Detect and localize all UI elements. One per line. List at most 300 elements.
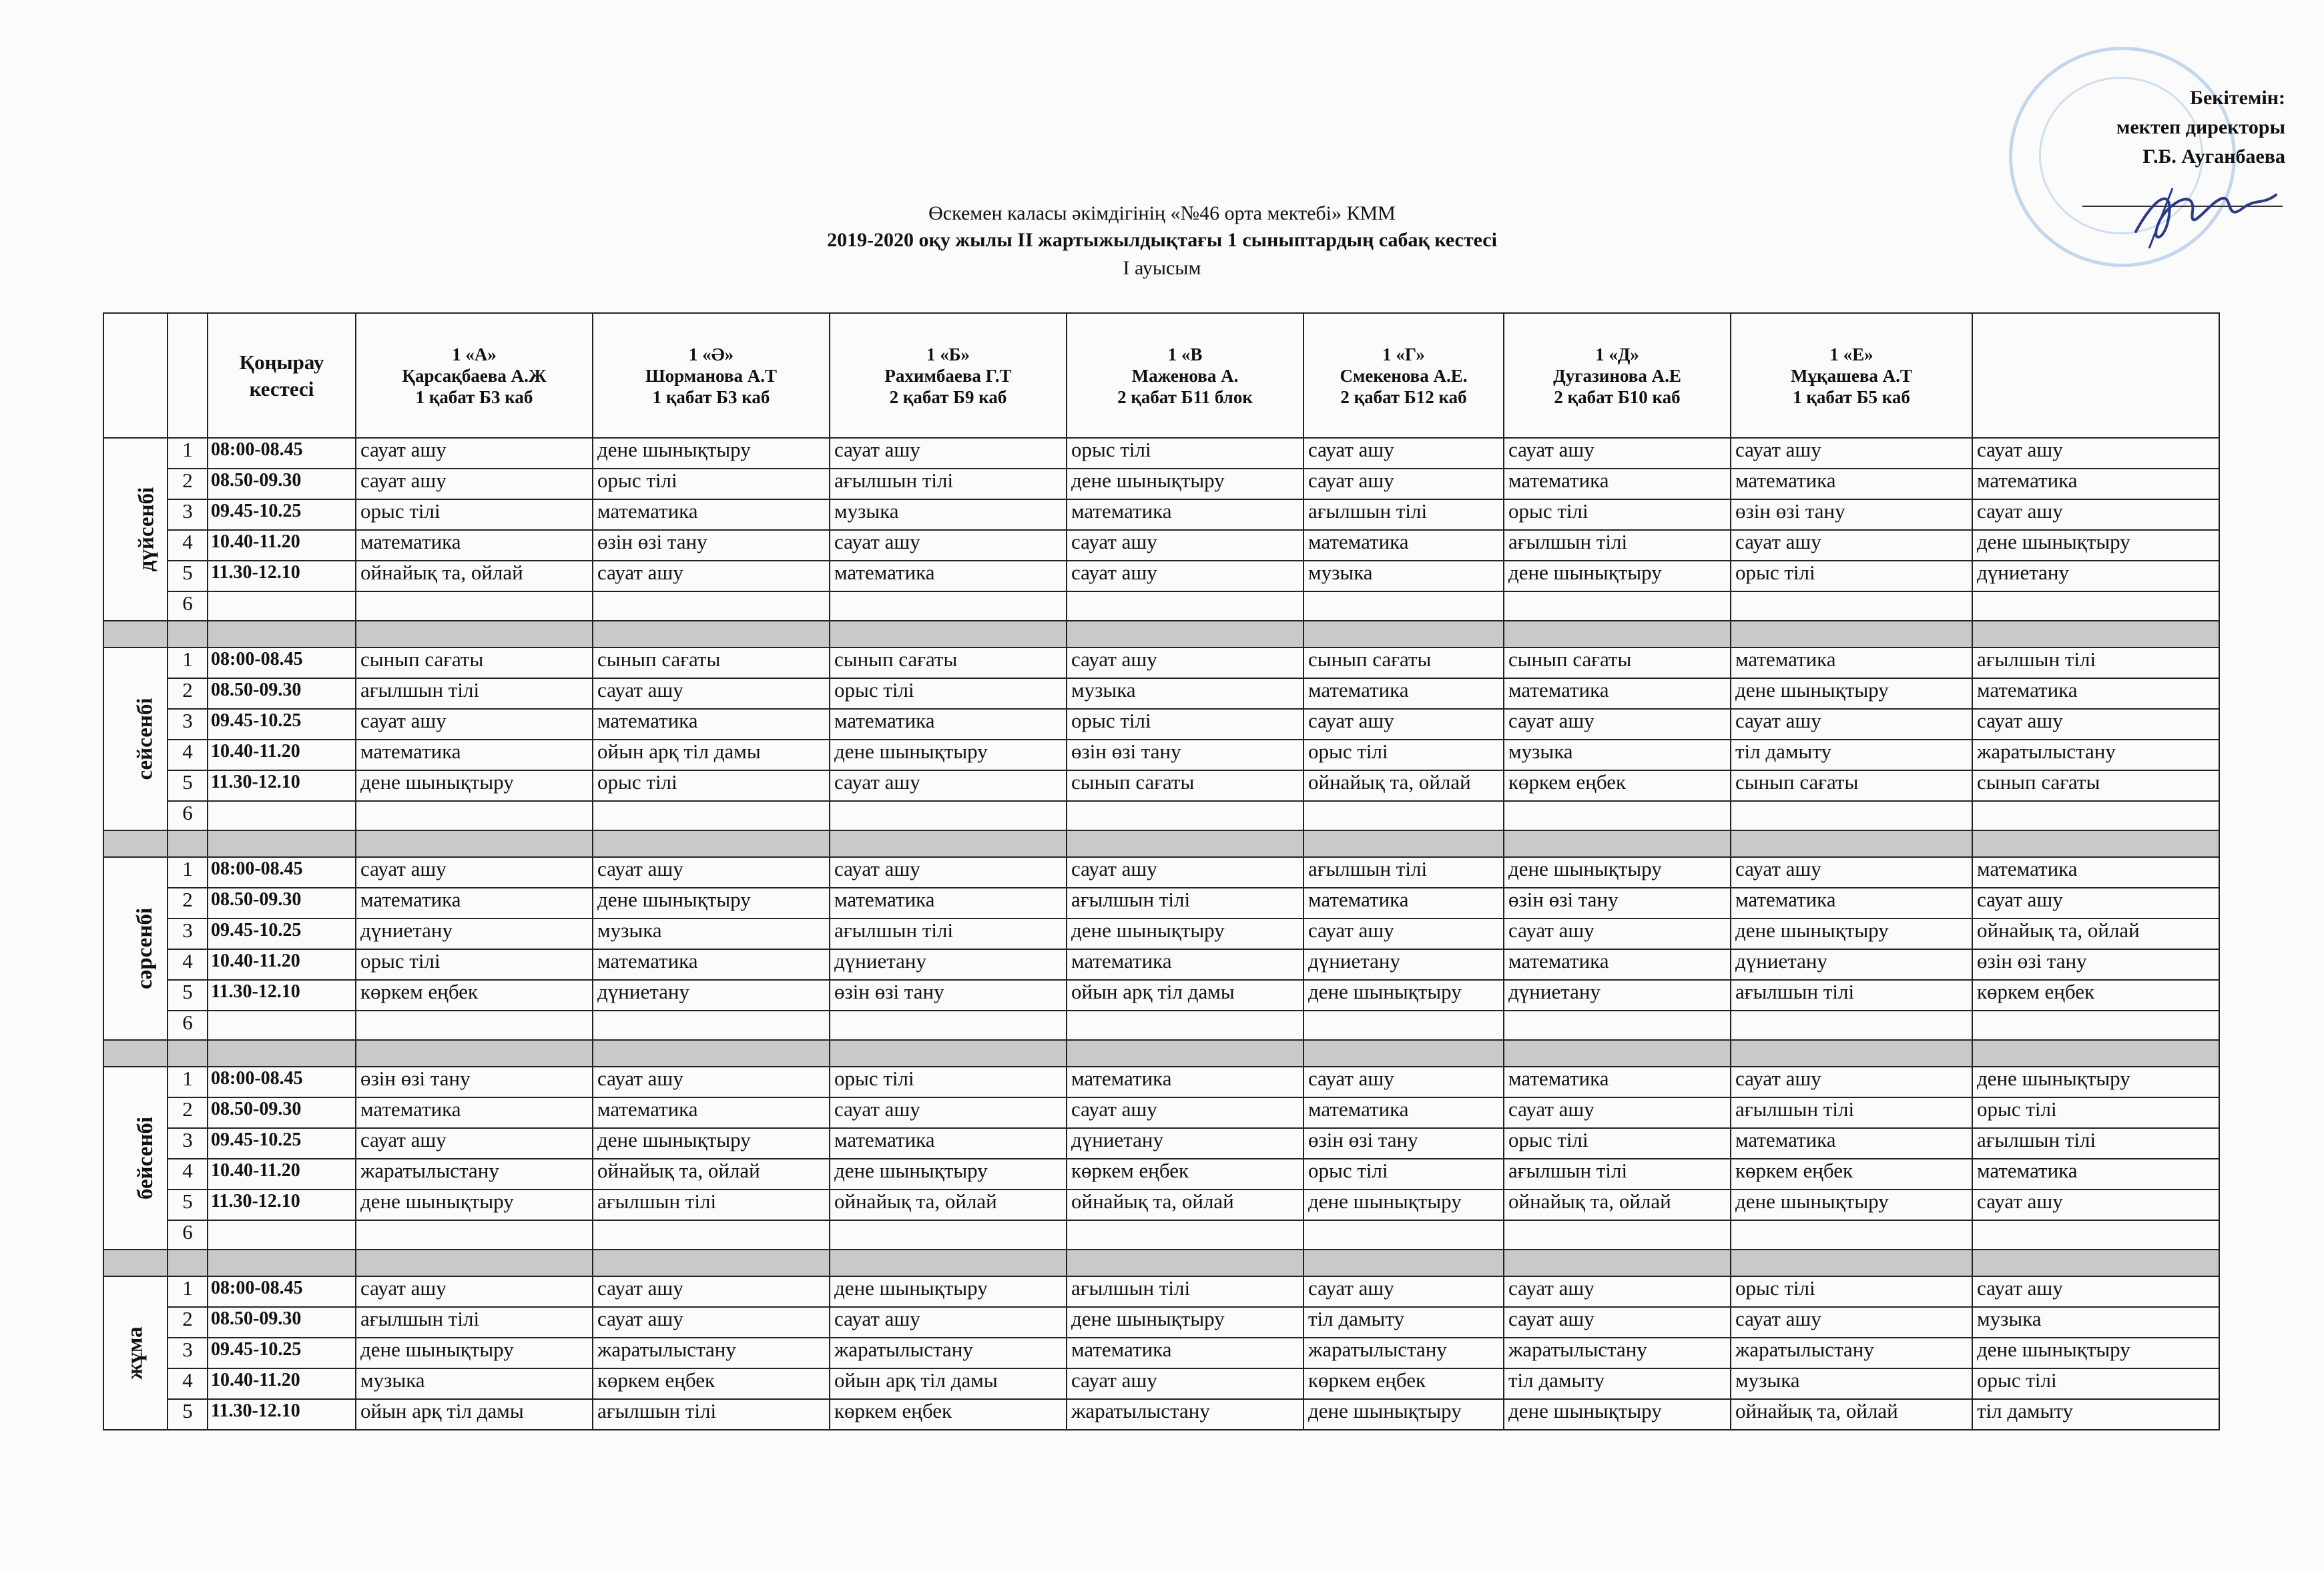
- subject-cell: [1504, 1011, 1731, 1040]
- subject-cell: көркем еңбек: [356, 980, 593, 1011]
- subject-cell: ағылшын тілі: [593, 1190, 830, 1220]
- subject-cell: математика: [1303, 1097, 1504, 1128]
- subject-cell: [1972, 1011, 2219, 1040]
- lesson-row: [103, 919, 2219, 949]
- subject-cell: көркем еңбек: [1972, 980, 2219, 1011]
- subject-cell: ағылшын тілі: [1972, 647, 2219, 678]
- lesson-row: [103, 1276, 2219, 1307]
- lesson-row: [103, 1190, 2219, 1220]
- subject-cell: дене шынықтыру: [1303, 1399, 1504, 1430]
- subject-cell: сауат ашу: [1972, 709, 2219, 740]
- subject-cell: сауат ашу: [356, 469, 593, 499]
- lesson-time: 09.45-10.25: [208, 919, 356, 949]
- subject-cell: [1504, 591, 1731, 621]
- subject-cell: сауат ашу: [830, 1097, 1067, 1128]
- subject-cell: сауат ашу: [1731, 709, 1972, 740]
- subject-cell: дене шынықтыру: [593, 438, 830, 469]
- class-header: 1 «А» Қарсақбаева А.Ж 1 қабат Б3 каб: [356, 313, 593, 438]
- subject-cell: сауат ашу: [1731, 1067, 1972, 1097]
- subject-cell: дене шынықтыру: [1504, 561, 1731, 591]
- subject-cell: математика: [1303, 530, 1504, 561]
- subject-cell: [830, 1011, 1067, 1040]
- subject-cell: өзін өзі тану: [593, 530, 830, 561]
- subject-cell: дене шынықтыру: [1972, 1067, 2219, 1097]
- subject-cell: сауат ашу: [1972, 1276, 2219, 1307]
- subject-cell: сауат ашу: [1504, 919, 1731, 949]
- lesson-time: [208, 801, 356, 830]
- header-day-cell: [103, 313, 168, 438]
- lesson-time: [208, 1011, 356, 1040]
- lesson-time: 09.45-10.25: [208, 1338, 356, 1368]
- lesson-row: [103, 949, 2219, 980]
- subject-cell: ағылшын тілі: [593, 1399, 830, 1430]
- separator-cell: [1067, 1250, 1303, 1276]
- approval-block: [2116, 83, 2285, 172]
- subject-cell: [356, 801, 593, 830]
- separator-cell: [208, 1250, 356, 1276]
- lesson-number: 1: [168, 438, 208, 469]
- lesson-number: 2: [168, 1307, 208, 1338]
- subject-cell: ағылшын тілі: [1972, 1128, 2219, 1159]
- separator-cell: [103, 621, 168, 647]
- separator-cell: [593, 830, 830, 857]
- subject-cell: өзін өзі тану: [830, 980, 1067, 1011]
- subject-cell: сынып сағаты: [830, 647, 1067, 678]
- separator-cell: [593, 621, 830, 647]
- lesson-time: 10.40-11.20: [208, 1368, 356, 1399]
- subject-cell: дене шынықтыру: [593, 1128, 830, 1159]
- subject-cell: ойнайық та, ойлай: [1731, 1399, 1972, 1430]
- subject-cell: [1504, 801, 1731, 830]
- day-cell: [103, 1067, 168, 1250]
- separator-cell: [1303, 621, 1504, 647]
- subject-cell: ойнайық та, ойлай: [356, 561, 593, 591]
- subject-cell: сынып сағаты: [1972, 770, 2219, 801]
- subject-cell: сауат ашу: [1972, 438, 2219, 469]
- subject-cell: сауат ашу: [1731, 1307, 1972, 1338]
- subject-cell: математика: [593, 709, 830, 740]
- subject-cell: тіл дамыту: [1303, 1307, 1504, 1338]
- subject-cell: ойнайық та, ойлай: [1972, 919, 2219, 949]
- lesson-time: 08.50-09.30: [208, 1097, 356, 1128]
- separator-cell: [168, 830, 208, 857]
- lesson-number: 2: [168, 1097, 208, 1128]
- subject-cell: [830, 1220, 1067, 1250]
- subject-cell: сауат ашу: [1067, 857, 1303, 888]
- subject-cell: сынып сағаты: [1504, 647, 1731, 678]
- lesson-number: 4: [168, 1159, 208, 1190]
- day-cell: [103, 438, 168, 621]
- subject-cell: ағылшын тілі: [1504, 530, 1731, 561]
- subject-cell: сауат ашу: [1972, 1190, 2219, 1220]
- lesson-row: [103, 561, 2219, 591]
- lesson-time: 08:00-08.45: [208, 647, 356, 678]
- subject-cell: ойнайық та, ойлай: [593, 1159, 830, 1190]
- header-number-cell: [168, 313, 208, 438]
- subject-cell: өзін өзі тану: [1504, 888, 1731, 919]
- day-separator-row: [103, 830, 2219, 857]
- subject-cell: [830, 801, 1067, 830]
- subject-cell: жаратылыстану: [593, 1338, 830, 1368]
- subject-cell: сауат ашу: [1067, 561, 1303, 591]
- lesson-row: [103, 1338, 2219, 1368]
- lesson-row: [103, 770, 2219, 801]
- separator-cell: [1303, 1250, 1504, 1276]
- subject-cell: [1972, 801, 2219, 830]
- subject-cell: музыка: [830, 499, 1067, 530]
- lesson-time: 11.30-12.10: [208, 770, 356, 801]
- bell-schedule-header: Қоңырау кестесі: [208, 313, 356, 438]
- subject-cell: математика: [1972, 1159, 2219, 1190]
- subject-cell: сынып сағаты: [1067, 770, 1303, 801]
- subject-cell: музыка: [1504, 740, 1731, 770]
- separator-cell: [103, 1250, 168, 1276]
- subject-cell: орыс тілі: [1504, 1128, 1731, 1159]
- lesson-number: 1: [168, 857, 208, 888]
- subject-cell: көркем еңбек: [1303, 1368, 1504, 1399]
- lesson-number: 6: [168, 801, 208, 830]
- lesson-number: 4: [168, 1368, 208, 1399]
- lesson-number: 2: [168, 678, 208, 709]
- subject-cell: өзін өзі тану: [1067, 740, 1303, 770]
- lesson-number: 6: [168, 591, 208, 621]
- separator-cell: [103, 1040, 168, 1067]
- subject-cell: дүниетану: [593, 980, 830, 1011]
- lesson-time: 11.30-12.10: [208, 1190, 356, 1220]
- subject-cell: жаратылыстану: [1504, 1338, 1731, 1368]
- subject-cell: математика: [1067, 1067, 1303, 1097]
- day-name: жұма: [123, 1326, 148, 1380]
- subject-cell: [1731, 591, 1972, 621]
- subject-cell: сауат ашу: [1303, 709, 1504, 740]
- subject-cell: сауат ашу: [593, 561, 830, 591]
- subject-cell: сауат ашу: [1504, 709, 1731, 740]
- day-cell: [103, 647, 168, 830]
- separator-cell: [208, 830, 356, 857]
- subject-cell: [1504, 1220, 1731, 1250]
- subject-cell: ағылшын тілі: [1067, 1276, 1303, 1307]
- subject-cell: [593, 1220, 830, 1250]
- subject-cell: сынып сағаты: [1303, 647, 1504, 678]
- subject-cell: математика: [356, 530, 593, 561]
- subject-cell: орыс тілі: [830, 678, 1067, 709]
- subject-cell: математика: [1972, 857, 2219, 888]
- subject-cell: математика: [1303, 678, 1504, 709]
- subject-cell: математика: [1303, 888, 1504, 919]
- subject-cell: музыка: [1731, 1368, 1972, 1399]
- lesson-row: [103, 1097, 2219, 1128]
- separator-cell: [356, 621, 593, 647]
- subject-cell: жаратылыстану: [1731, 1338, 1972, 1368]
- lesson-number: 3: [168, 1338, 208, 1368]
- lesson-number: 5: [168, 1399, 208, 1430]
- subject-cell: сауат ашу: [356, 1128, 593, 1159]
- lesson-number: 6: [168, 1011, 208, 1040]
- subject-cell: [1303, 801, 1504, 830]
- approval-director-name: Г.Б. Ауганбаева: [2142, 146, 2285, 168]
- separator-cell: [168, 621, 208, 647]
- subject-cell: дене шынықтыру: [1972, 1338, 2219, 1368]
- subject-cell: орыс тілі: [593, 770, 830, 801]
- subject-cell: сауат ашу: [593, 678, 830, 709]
- subject-cell: орыс тілі: [1972, 1097, 2219, 1128]
- subject-cell: [1303, 1220, 1504, 1250]
- subject-cell: ағылшын тілі: [356, 1307, 593, 1338]
- subject-cell: сауат ашу: [830, 1307, 1067, 1338]
- subject-cell: сауат ашу: [1972, 888, 2219, 919]
- subject-cell: сауат ашу: [1303, 919, 1504, 949]
- subject-cell: сауат ашу: [1731, 857, 1972, 888]
- separator-cell: [168, 1250, 208, 1276]
- subject-cell: математика: [593, 1097, 830, 1128]
- subject-cell: математика: [1972, 678, 2219, 709]
- separator-cell: [830, 1040, 1067, 1067]
- lesson-row: [103, 1159, 2219, 1190]
- subject-cell: дене шынықтыру: [1303, 980, 1504, 1011]
- subject-cell: сауат ашу: [830, 530, 1067, 561]
- subject-cell: өзін өзі тану: [1303, 1128, 1504, 1159]
- separator-cell: [593, 1250, 830, 1276]
- subject-cell: ойнайық та, ойлай: [1303, 770, 1504, 801]
- lesson-number: 2: [168, 888, 208, 919]
- day-separator-row: [103, 621, 2219, 647]
- subject-cell: сауат ашу: [1067, 647, 1303, 678]
- subject-cell: орыс тілі: [1067, 709, 1303, 740]
- subject-cell: [356, 1011, 593, 1040]
- lesson-row: [103, 709, 2219, 740]
- subject-cell: ағылшын тілі: [1303, 857, 1504, 888]
- subject-cell: дене шынықтыру: [830, 1276, 1067, 1307]
- subject-cell: [593, 1011, 830, 1040]
- subject-cell: өзін өзі тану: [356, 1067, 593, 1097]
- subject-cell: математика: [1504, 469, 1731, 499]
- subject-cell: сауат ашу: [593, 1067, 830, 1097]
- subject-cell: дене шынықтыру: [1731, 678, 1972, 709]
- subject-cell: математика: [1731, 1128, 1972, 1159]
- separator-cell: [1972, 1250, 2219, 1276]
- subject-cell: музыка: [1303, 561, 1504, 591]
- subject-cell: сауат ашу: [1972, 499, 2219, 530]
- separator-cell: [830, 1250, 1067, 1276]
- subject-cell: ойын арқ тіл дамы: [830, 1368, 1067, 1399]
- class-header: 1 «Б» Рахимбаева Г.Т 2 қабат Б9 каб: [830, 313, 1067, 438]
- lesson-row: [103, 499, 2219, 530]
- lesson-row: [103, 801, 2219, 830]
- subject-cell: [1067, 801, 1303, 830]
- subject-cell: сауат ашу: [356, 1276, 593, 1307]
- subject-cell: сауат ашу: [830, 857, 1067, 888]
- subject-cell: орыс тілі: [1303, 740, 1504, 770]
- subject-cell: [1067, 1220, 1303, 1250]
- separator-cell: [593, 1040, 830, 1067]
- lesson-number: 1: [168, 647, 208, 678]
- subject-cell: дүниетану: [830, 949, 1067, 980]
- day-cell: [103, 1276, 168, 1430]
- lesson-number: 3: [168, 1128, 208, 1159]
- lesson-row: [103, 980, 2219, 1011]
- class-header: 1 «Е» Мұқашева А.Т 1 қабат Б5 каб: [1731, 313, 1972, 438]
- subject-cell: ойнайық та, ойлай: [830, 1190, 1067, 1220]
- separator-cell: [830, 621, 1067, 647]
- subject-cell: орыс тілі: [356, 949, 593, 980]
- subject-cell: математика: [356, 740, 593, 770]
- subject-cell: [1303, 1011, 1504, 1040]
- separator-cell: [356, 1040, 593, 1067]
- subject-cell: жаратылыстану: [1303, 1338, 1504, 1368]
- shift-label: І ауысым: [1123, 257, 1201, 279]
- header-row: [103, 313, 2219, 438]
- subject-cell: дене шынықтыру: [1303, 1190, 1504, 1220]
- lesson-number: 1: [168, 1276, 208, 1307]
- day-separator-row: [103, 1250, 2219, 1276]
- lesson-row: [103, 678, 2219, 709]
- subject-cell: математика: [1731, 469, 1972, 499]
- subject-cell: дене шынықтыру: [1731, 1190, 1972, 1220]
- subject-cell: [1972, 591, 2219, 621]
- subject-cell: дене шынықтыру: [356, 1190, 593, 1220]
- subject-cell: дене шынықтыру: [830, 1159, 1067, 1190]
- subject-cell: орыс тілі: [830, 1067, 1067, 1097]
- lesson-number: 6: [168, 1220, 208, 1250]
- separator-cell: [1303, 1040, 1504, 1067]
- subject-cell: сауат ашу: [1303, 1276, 1504, 1307]
- subject-cell: сынып сағаты: [356, 647, 593, 678]
- approval-position: мектеп директоры: [2116, 116, 2285, 138]
- subject-cell: дене шынықтыру: [1067, 919, 1303, 949]
- subject-cell: орыс тілі: [593, 469, 830, 499]
- lesson-time: 09.45-10.25: [208, 499, 356, 530]
- subject-cell: сауат ашу: [1067, 1097, 1303, 1128]
- subject-cell: дүниетану: [356, 919, 593, 949]
- subject-cell: орыс тілі: [1067, 438, 1303, 469]
- separator-cell: [356, 830, 593, 857]
- schedule-title: 2019-2020 оқу жылы ІІ жартыжылдықтағы 1 сыныптардың сабақ кестесі: [827, 229, 1497, 251]
- subject-cell: көркем еңбек: [1067, 1159, 1303, 1190]
- subject-cell: тіл дамыту: [1504, 1368, 1731, 1399]
- subject-cell: сауат ашу: [356, 709, 593, 740]
- subject-cell: орыс тілі: [1972, 1368, 2219, 1399]
- lesson-row: [103, 1128, 2219, 1159]
- subject-cell: [593, 801, 830, 830]
- lesson-number: 3: [168, 919, 208, 949]
- lesson-row: [103, 1011, 2219, 1040]
- subject-cell: ойнайық та, ойлай: [1504, 1190, 1731, 1220]
- subject-cell: сынып сағаты: [1731, 770, 1972, 801]
- subject-cell: сауат ашу: [356, 438, 593, 469]
- day-name: сейсенбі: [133, 698, 158, 780]
- subject-cell: сауат ашу: [1504, 438, 1731, 469]
- class-header: 1 «В Маженова А. 2 қабат Б11 блок: [1067, 313, 1303, 438]
- lesson-number: 5: [168, 1190, 208, 1220]
- subject-cell: математика: [830, 1128, 1067, 1159]
- separator-cell: [1504, 621, 1731, 647]
- lesson-number: 5: [168, 770, 208, 801]
- separator-cell: [1303, 830, 1504, 857]
- subject-cell: дүниетану: [1504, 980, 1731, 1011]
- lesson-row: [103, 438, 2219, 469]
- lesson-time: 08:00-08.45: [208, 1276, 356, 1307]
- lesson-row: [103, 530, 2219, 561]
- subject-cell: сауат ашу: [1303, 1067, 1504, 1097]
- lesson-time: 08:00-08.45: [208, 857, 356, 888]
- subject-cell: математика: [593, 499, 830, 530]
- class-header: 1 «Д» Дугазинова А.Е 2 қабат Б10 каб: [1504, 313, 1731, 438]
- lesson-time: 08:00-08.45: [208, 1067, 356, 1097]
- subject-cell: математика: [1731, 888, 1972, 919]
- subject-cell: көркем еңбек: [1504, 770, 1731, 801]
- lesson-row: [103, 1307, 2219, 1338]
- lesson-number: 4: [168, 530, 208, 561]
- subject-cell: математика: [1504, 949, 1731, 980]
- separator-cell: [1067, 1040, 1303, 1067]
- subject-cell: ағылшын тілі: [1731, 1097, 1972, 1128]
- lesson-time: 10.40-11.20: [208, 1159, 356, 1190]
- subject-cell: [1731, 1011, 1972, 1040]
- separator-cell: [1731, 1250, 1972, 1276]
- subject-cell: дене шынықтыру: [593, 888, 830, 919]
- subject-cell: орыс тілі: [1731, 1276, 1972, 1307]
- subject-cell: сауат ашу: [1067, 1368, 1303, 1399]
- subject-cell: сауат ашу: [593, 857, 830, 888]
- subject-cell: ағылшын тілі: [1731, 980, 1972, 1011]
- subject-cell: дене шынықтыру: [356, 770, 593, 801]
- lesson-time: 10.40-11.20: [208, 530, 356, 561]
- subject-cell: жаратылыстану: [356, 1159, 593, 1190]
- subject-cell: математика: [1067, 1338, 1303, 1368]
- lesson-time: 08.50-09.30: [208, 888, 356, 919]
- separator-cell: [830, 830, 1067, 857]
- subject-cell: дене шынықтыру: [1972, 530, 2219, 561]
- subject-cell: дене шынықтыру: [1731, 919, 1972, 949]
- subject-cell: математика: [1067, 499, 1303, 530]
- separator-cell: [168, 1040, 208, 1067]
- subject-cell: жаратылыстану: [1067, 1399, 1303, 1430]
- subject-cell: дене шынықтыру: [1067, 469, 1303, 499]
- lesson-number: 1: [168, 1067, 208, 1097]
- subject-cell: сауат ашу: [1504, 1276, 1731, 1307]
- lesson-time: 08.50-09.30: [208, 678, 356, 709]
- subject-cell: сауат ашу: [1067, 530, 1303, 561]
- lesson-row: [103, 469, 2219, 499]
- subject-cell: дене шынықтыру: [1504, 1399, 1731, 1430]
- separator-cell: [1504, 830, 1731, 857]
- subject-cell: [1067, 1011, 1303, 1040]
- subject-cell: математика: [356, 1097, 593, 1128]
- subject-cell: сынып сағаты: [593, 647, 830, 678]
- school-name: Өскемен каласы әкімдігінің «№46 орта мектебі» КММ: [928, 202, 1396, 224]
- lesson-time: 08.50-09.30: [208, 469, 356, 499]
- lesson-time: 09.45-10.25: [208, 1128, 356, 1159]
- lesson-row: [103, 740, 2219, 770]
- subject-cell: [1303, 591, 1504, 621]
- lesson-number: 4: [168, 740, 208, 770]
- subject-cell: өзін өзі тану: [1731, 499, 1972, 530]
- lesson-time: 11.30-12.10: [208, 1399, 356, 1430]
- day-cell: [103, 857, 168, 1040]
- subject-cell: жаратылыстану: [830, 1338, 1067, 1368]
- separator-cell: [356, 1250, 593, 1276]
- day-name: дүйсенбі: [134, 487, 159, 572]
- subject-cell: дүниетану: [1731, 949, 1972, 980]
- separator-cell: [1067, 830, 1303, 857]
- subject-cell: музыка: [1972, 1307, 2219, 1338]
- subject-cell: [830, 591, 1067, 621]
- subject-cell: [356, 1220, 593, 1250]
- lesson-number: 3: [168, 709, 208, 740]
- subject-cell: ойын арқ тіл дамы: [356, 1399, 593, 1430]
- lesson-row: [103, 1399, 2219, 1430]
- subject-cell: математика: [830, 888, 1067, 919]
